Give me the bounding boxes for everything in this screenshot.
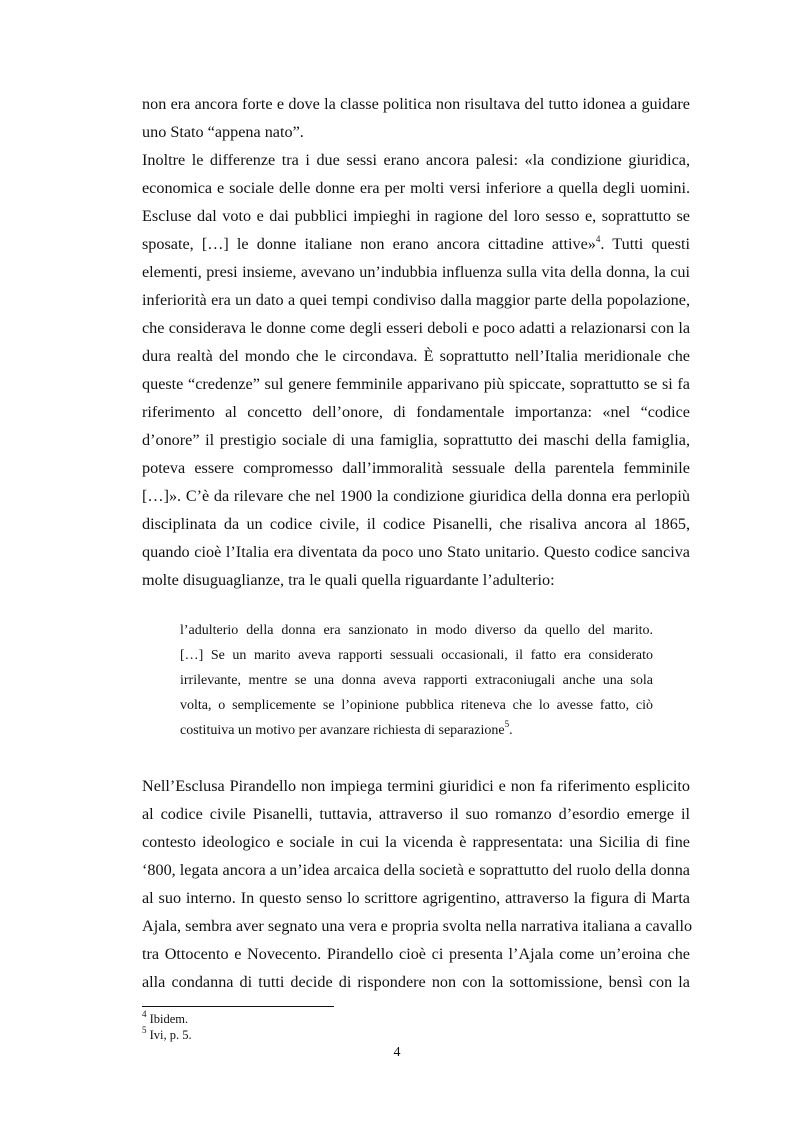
body-line-text: sposate, […] le donne italiane non erano ancora cittadine attive» bbox=[142, 235, 596, 253]
body-line: dura realtà del mondo che le circondava. È soprattutto nell’Italia meridionale che bbox=[142, 347, 690, 365]
footnote-text: Ivi, p. 5. bbox=[146, 1028, 192, 1042]
body-line: che considerava le donne come degli esseri deboli e poco adatti a relazionarsi con la bbox=[142, 319, 690, 337]
body-line: non era ancora forte e dove la classe politica non risultava del tutto idonea a guidare bbox=[142, 95, 690, 113]
body-line: uno Stato “appena nato”. bbox=[142, 123, 304, 141]
body-line: d’onore” il prestigio sociale di una famiglia, soprattutto dei maschi della famiglia, bbox=[142, 431, 690, 449]
body-line: economica e sociale delle donne era per molti versi inferiore a quella degli uomini. bbox=[142, 179, 690, 197]
body-line-text: . Tutti questi bbox=[600, 235, 690, 253]
quote-line-text: . bbox=[509, 723, 513, 738]
body-line: elementi, presi insieme, avevano un’indubbia influenza sulla vita della donna, la cui bbox=[142, 263, 690, 281]
quote-line: […] Se un marito aveva rapporti sessuali occasionali, il fatto era considerato bbox=[180, 648, 653, 663]
quote-line: irrilevante, mentre se una donna aveva rapporti extraconiugali anche una sola bbox=[180, 673, 653, 688]
body-line: poteva essere compromesso dall’immoralità sessuale della parentela femminile bbox=[142, 459, 690, 477]
body-line: ‘800, legata ancora a un’idea arcaica della società e soprattutto del ruolo della donna bbox=[142, 861, 690, 879]
footnote bbox=[142, 1024, 192, 1042]
footnote-number: 5 bbox=[142, 1024, 147, 1035]
quote-line-with-footnote-ref bbox=[180, 719, 653, 740]
footnote-ref: 5 bbox=[504, 719, 510, 730]
body-line: quando cioè l’Italia era diventata da poco uno Stato unitario. Questo codice sanciva bbox=[142, 543, 690, 561]
body-line: inferiorità era un dato a quei tempi condiviso dalla maggior parte della popolazione, bbox=[142, 291, 690, 309]
body-line: queste “credenze” sul genere femminile apparivano più spiccate, soprattutto se si fa bbox=[142, 375, 690, 393]
body-line: […]». C’è da rilevare che nel 1900 la condizione giuridica della donna era perlopiù bbox=[142, 487, 690, 505]
footnote-ref: 4 bbox=[595, 233, 601, 244]
body-line: al codice civile Pisanelli, tuttavia, attraverso il suo romanzo d’esordio emerge il bbox=[142, 805, 690, 823]
body-line: tra Ottocento e Novecento. Pirandello cioè ci presenta l’Ajala come un’eroina che bbox=[142, 945, 690, 963]
footnote-number: 4 bbox=[142, 1008, 147, 1019]
body-line: molte disuguaglianze, tra le quali quella riguardante l’adulterio: bbox=[142, 571, 555, 589]
body-line: al suo interno. In questo senso lo scrittore agrigentino, attraverso la figura di Marta bbox=[142, 889, 690, 907]
footnote-separator bbox=[142, 1006, 334, 1007]
body-line: alla condanna di tutti decide di rispondere non con la sottomissione, bensì con la bbox=[142, 973, 690, 991]
quote-line: volta, o semplicemente se l’opinione pubblica riteneva che lo avesse fatto, ciò bbox=[180, 698, 653, 713]
body-line: contesto ideologico e sociale in cui la vicenda è rappresentata: una Sicilia di fine bbox=[142, 833, 690, 851]
quote-line: l’adulterio della donna era sanzionato in modo diverso da quello del marito. bbox=[180, 623, 653, 638]
page-number: 4 bbox=[393, 1045, 401, 1060]
body-line: riferimento al concetto dell’onore, di fondamentale importanza: «nel “codice bbox=[142, 403, 690, 421]
body-line: Inoltre le differenze tra i due sessi erano ancora palesi: «la condizione giuridica, bbox=[142, 151, 690, 169]
footnote bbox=[142, 1008, 189, 1026]
footnote-text: Ibidem. bbox=[146, 1012, 189, 1026]
body-line: disciplinata da un codice civile, il codice Pisanelli, che risaliva ancora al 1865, bbox=[142, 515, 690, 533]
quote-line-text: costituiva un motivo per avanzare richiesta di separazione bbox=[180, 723, 505, 738]
body-line: Ajala, sembra aver segnato una vera e propria svolta nella narrativa italiana a cavallo bbox=[142, 917, 693, 935]
body-line: Nell’Esclusa Pirandello non impiega termini giuridici e non fa riferimento esplicito bbox=[142, 777, 690, 795]
body-line: Escluse dal voto e dai pubblici impieghi in ragione del loro sesso e, soprattutto se bbox=[142, 207, 690, 225]
body-line-with-footnote-ref bbox=[142, 234, 690, 254]
